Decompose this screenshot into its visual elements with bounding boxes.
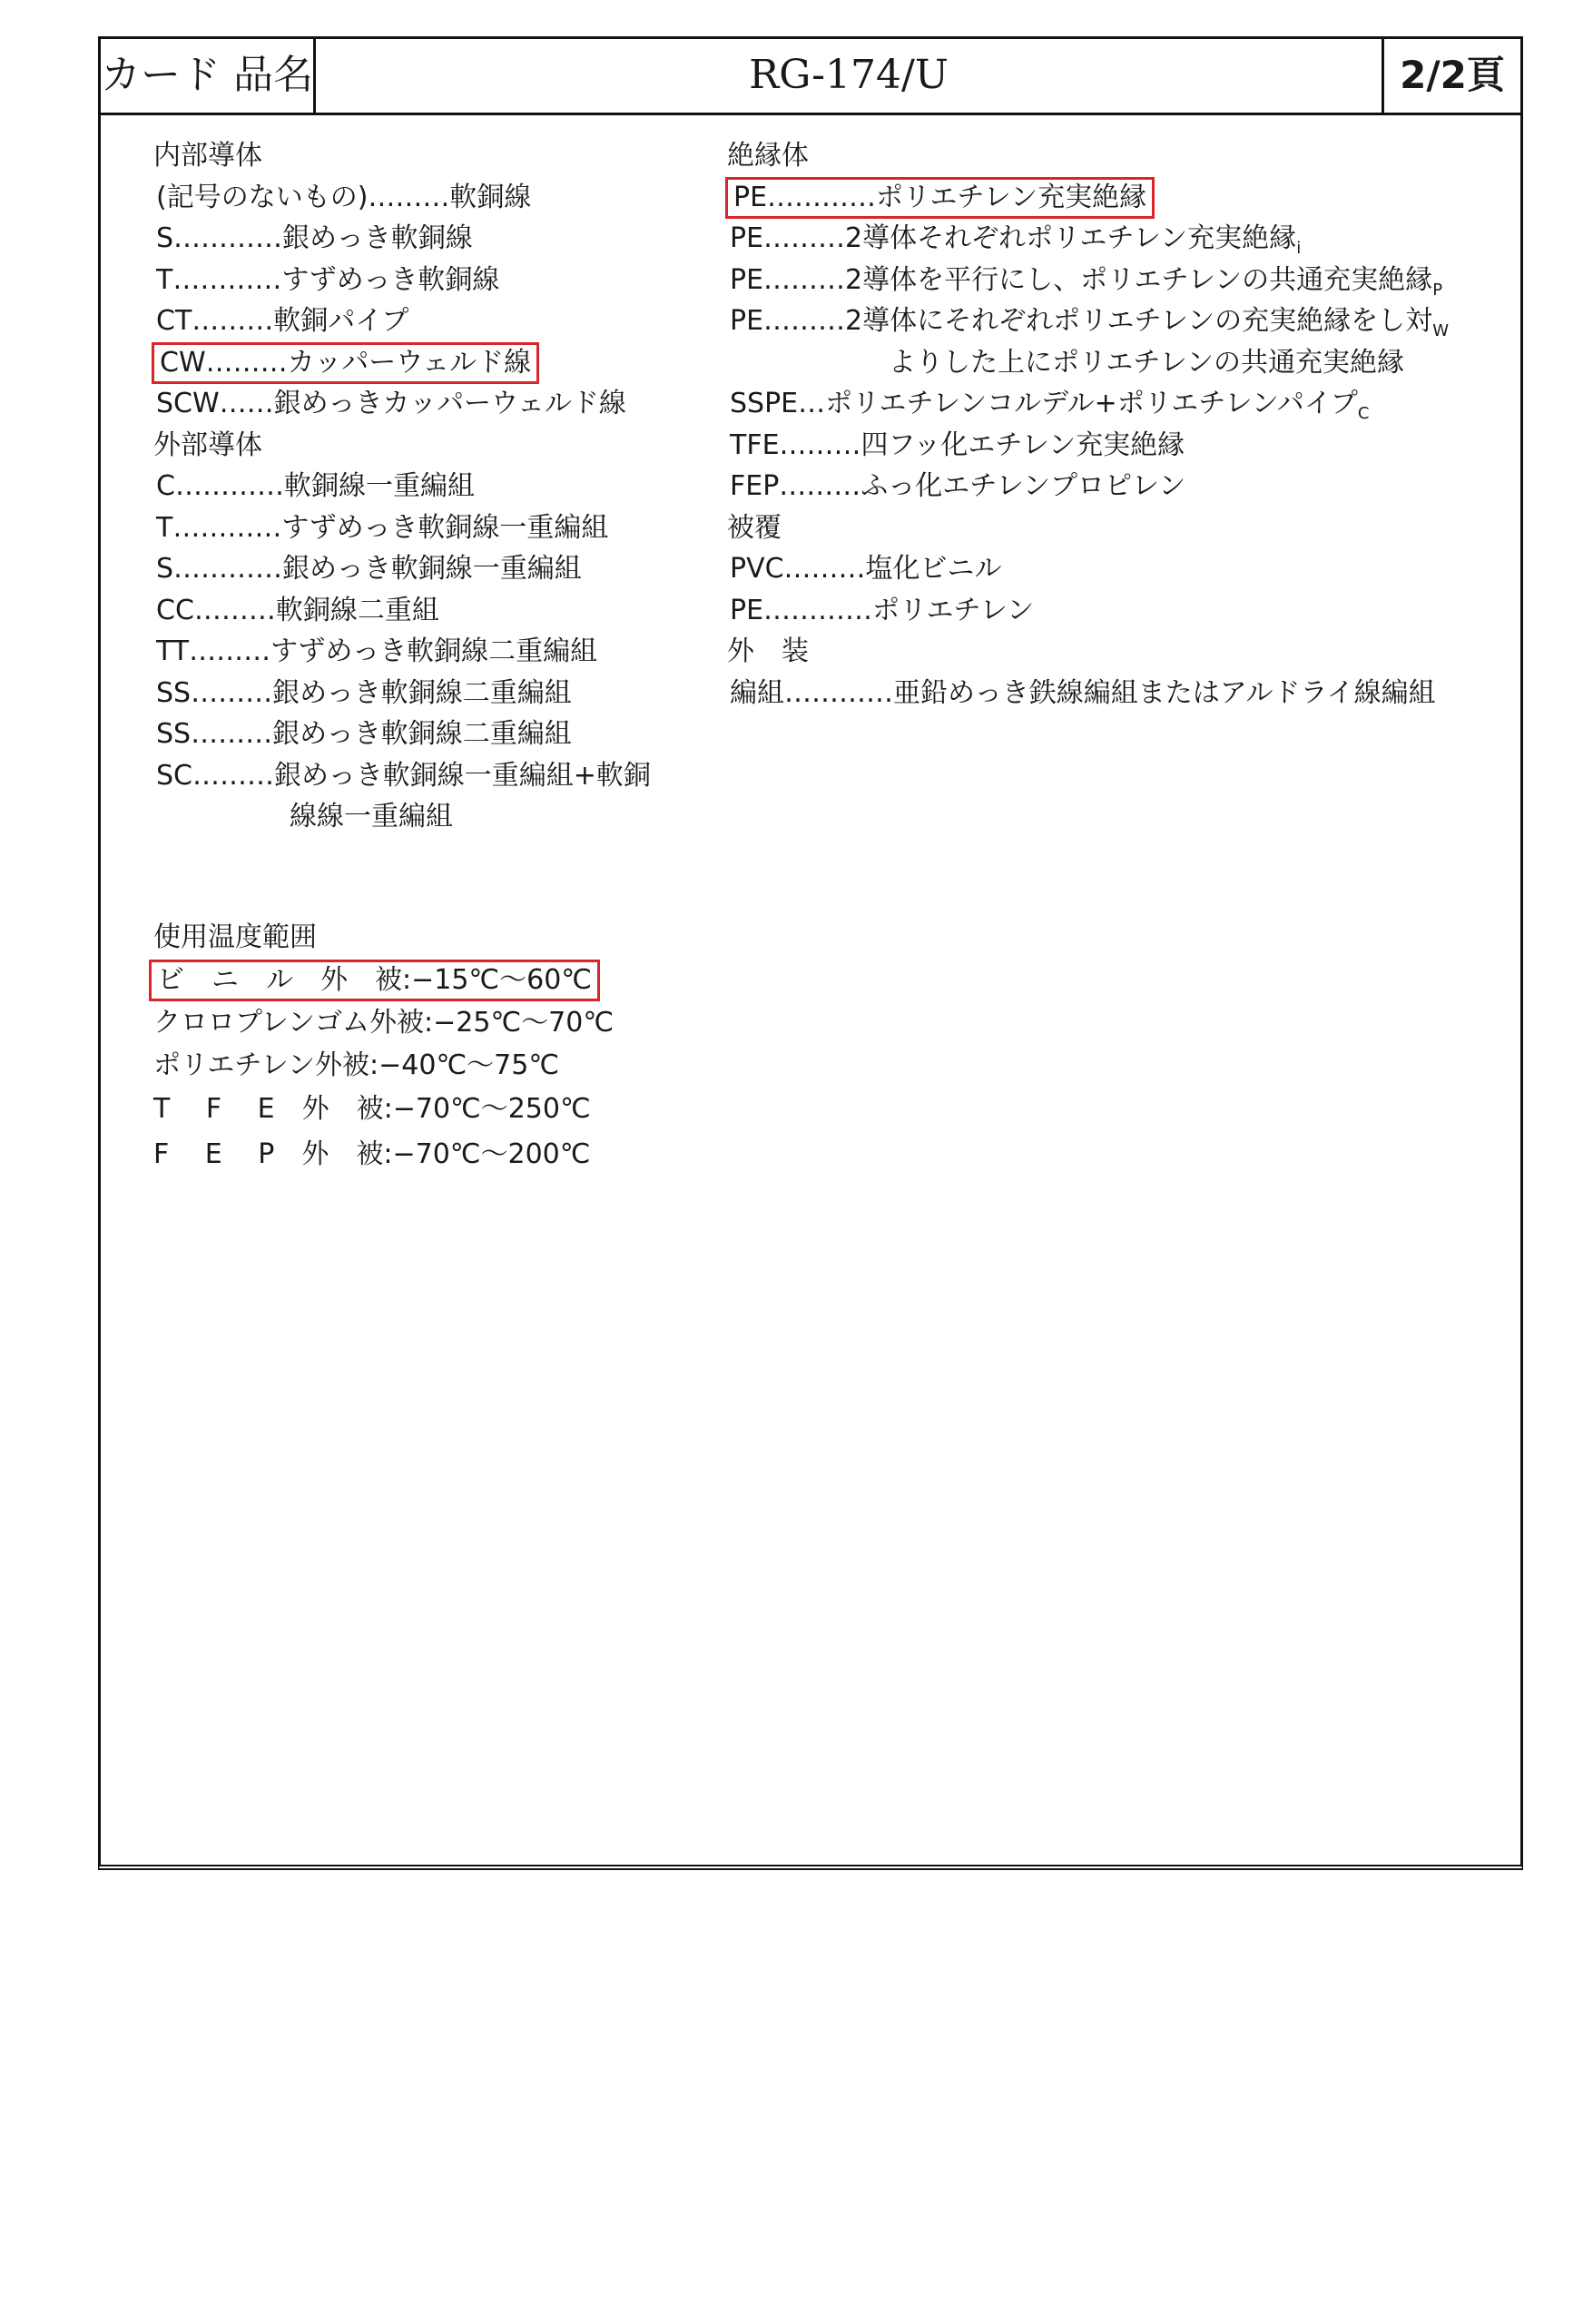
jacket-item: PE…………ポリエチレン — [730, 594, 1035, 626]
armor-heading: 外 装 — [727, 635, 809, 667]
subscript: P — [1432, 280, 1443, 300]
temperature-range — [153, 916, 780, 1177]
left-column — [153, 135, 780, 838]
jacket-item: PVC………塩化ビニル — [730, 553, 1002, 585]
outer-conductor-item: SC………銀めっき軟銅線一重編組+軟銅 — [156, 759, 651, 792]
outer-conductor-item: S…………銀めっき軟銅線一重編組 — [156, 553, 582, 585]
subscript: W — [1432, 321, 1449, 340]
highlight-box: PE…………ポリエチレン充実絶縁 — [730, 182, 1150, 214]
insulator-heading: 絶縁体 — [727, 140, 809, 172]
outer-conductor-item: SS………銀めっき軟銅線二重編組 — [156, 718, 572, 750]
subscript: C — [1357, 404, 1370, 423]
temperature-row: クロロプレンゴム外被:−25℃〜70℃ — [153, 1007, 615, 1039]
subscript: i — [1296, 239, 1302, 258]
temperature-row: F E P 外 被:−70℃〜200℃ — [153, 1138, 591, 1170]
outer-conductor-continuation: 線線一重編組 — [290, 801, 453, 832]
inner-conductor-item: (記号のないもの)………軟銅線 — [156, 181, 532, 213]
card-label: カード 品名 — [101, 39, 316, 113]
right-column — [727, 135, 1517, 714]
insulator-continuation: よりした上にポリエチレンの共通充実絶縁 — [889, 346, 1405, 379]
highlight-box: ビ ニ ル 外 被:−15℃〜60℃ — [153, 964, 595, 997]
inner-conductor-item: SCW……銀めっきカッパーウェルド線 — [156, 388, 626, 419]
temperature-row: ポリエチレン外被:−40℃〜75℃ — [153, 1049, 560, 1081]
jacket-heading: 被覆 — [727, 511, 782, 544]
temperature-heading: 使用温度範囲 — [153, 921, 317, 953]
temperature-row-highlighted — [153, 959, 780, 1001]
insulator-item-pep: PE………2導体を平行にし、ポリエチレンの共通充実絶縁$_P$ — [730, 263, 1443, 300]
outer-conductor-item: T…………すずめっき軟銅線一重編組 — [156, 511, 609, 544]
page-number: 2/2頁 — [1382, 39, 1520, 113]
outer-conductor-item: C…………軟銅線一重編組 — [156, 470, 475, 502]
armor-item: 編組…………亜鉛めっき鉄線編組またはアルドライ線編組 — [730, 676, 1436, 709]
card-header — [101, 39, 1520, 115]
outer-conductor-item: SS………銀めっき軟銅線二重編組 — [156, 676, 572, 709]
outer-conductor-item: CC………軟銅線二重組 — [156, 594, 439, 626]
inner-conductor-item: CT………軟銅パイプ — [156, 305, 409, 337]
insulator-item-highlighted — [727, 177, 1517, 219]
inner-conductor-item: T…………すずめっき軟銅線 — [156, 263, 500, 296]
inner-conductor-item-highlighted — [153, 342, 780, 384]
inner-conductor-heading: 内部導体 — [153, 140, 262, 172]
outer-conductor-heading: 外部導体 — [153, 428, 262, 461]
outer-conductor-item: TT………すずめっき軟銅線二重編組 — [156, 635, 598, 667]
temperature-row: T F E 外 被:−70℃〜250℃ — [153, 1093, 591, 1125]
insulator-item: TFE………四フッ化エチレン充実絶縁 — [730, 428, 1185, 461]
spec-card — [98, 36, 1523, 1870]
insulator-item: FEP………ふっ化エチレンプロピレン — [730, 470, 1186, 502]
inner-conductor-item: S…………銀めっき軟銅線 — [156, 222, 473, 254]
insulator-item-pew: PE………2導体にそれぞれポリエチレンの充実絶縁をし対$_W$ — [730, 305, 1449, 340]
insulator-item-pei: PE………2導体それぞれポリエチレン充実絶縁$_i$ — [730, 222, 1302, 258]
insulator-item-sspe: SSPE…ポリエチレンコルデル+ポリエチレンパイプ$_C$ — [730, 388, 1370, 423]
product-name: RG-174/U — [749, 52, 949, 98]
highlight-box: CW………カッパーウェルド線 — [156, 347, 535, 379]
